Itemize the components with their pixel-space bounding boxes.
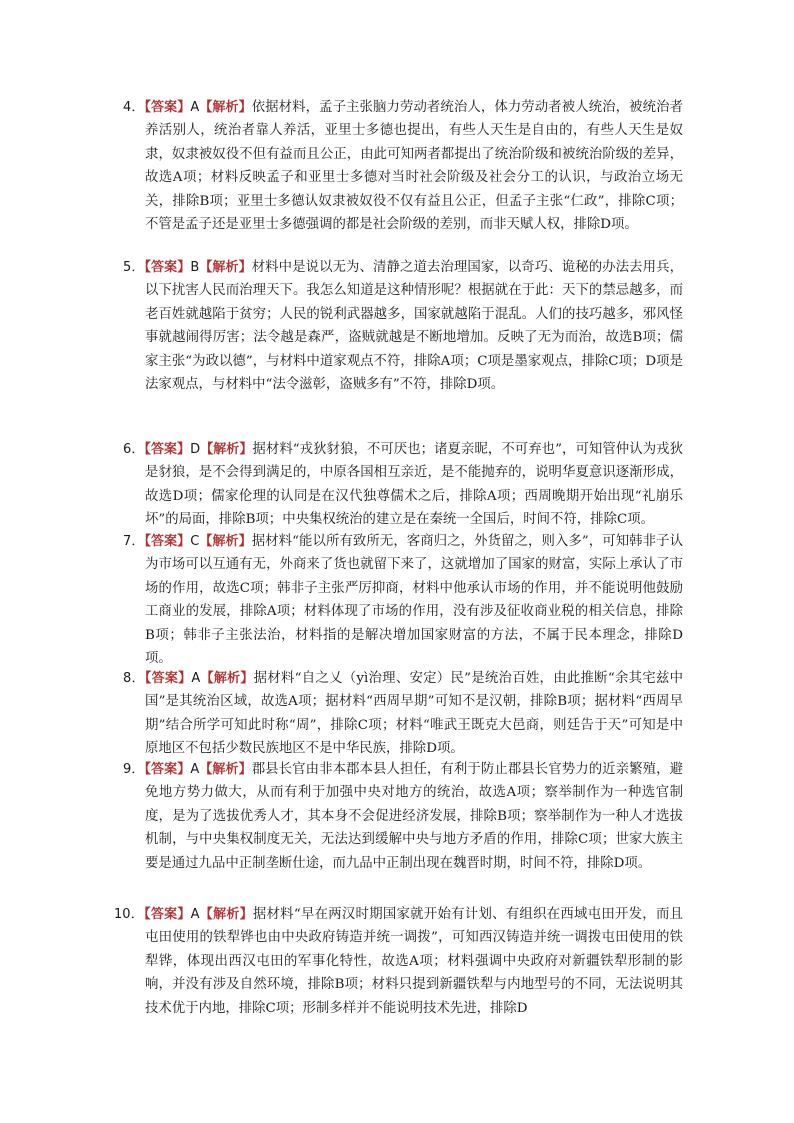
item-number: 7． bbox=[123, 534, 145, 549]
answer-tag: 【答案】 bbox=[144, 907, 191, 922]
analysis-tag: 【解析】 bbox=[199, 100, 252, 115]
answer-tag: 【答案】 bbox=[144, 442, 191, 457]
answer-item-6 bbox=[123, 438, 683, 532]
answer-letter: C bbox=[190, 534, 200, 549]
answer-tag: 【答案】 bbox=[144, 534, 191, 549]
analysis-text: 郡县长官由非本郡本县人担任，有利于防止郡县长官势力的近亲繁殖，避免地方势力做大，从而有利于加强中央对地方的统治，故选A项；察举制作为一种选官制度，是为了选拔优秀人才，其本身不会促进经济发展，排除B项；察举制作为一种人才选拔机制，与中央集权制度无关，无法达到缓解中央与地方矛盾的作用，排除C项；世家大族主要是通过九品中正制垄断仕途，而九品中正制出现在魏晋时期，时间不符，排除D项。 bbox=[145, 762, 683, 871]
analysis-tag: 【解析】 bbox=[200, 671, 254, 686]
answer-letter: D bbox=[190, 442, 201, 457]
answer-item-8 bbox=[123, 667, 683, 761]
analysis-tag: 【解析】 bbox=[200, 442, 253, 457]
analysis-text: 据材料“能以所有致所无，客商归之，外货留之，则入多”，可知韩非子认为市场可以互通有无，外商来了货也就留下来了，这就增加了国家的财富，实际上承认了市场的作用，故选C项；韩非子主张严厉抑商，材料中他承认市场的作用，并不能说明他鼓励工商业的发展，排除A项；材料体现了市场的作用，没有涉及征收商业税的相关信息，排除B项；韩非子主张法治，材料指的是解决增加国家财富的方法，不属于民本理念，排除D项。 bbox=[145, 534, 683, 667]
analysis-text: 据材料“戎狄豺狼，不可厌也；诸夏亲昵，不可弃也”，可知管仲认为戎狄是豺狼，是不会得到满足的，中原各国相互亲近，是不能抛弃的，说明华夏意识逐渐形成，故选D项；儒家伦理的认同是在汉代独尊儒术之后，排除A项；西周晚期开始出现“礼崩乐坏”的局面，排除B项；中央集权统治的建立是在秦统一全国后，时间不符，排除C项。 bbox=[145, 442, 683, 528]
analysis-tag: 【解析】 bbox=[199, 260, 252, 275]
analysis-text: 据材料“自之乂（yì治理、安定）民”是统治百姓，由此推断“余其宅兹中国”是其统治区域，故选A项；据材料“西周早期”可知不是汉朝，排除B项；据材料“西周早期”结合所学可知此时称“周”，排除C项；材料“唯武王既克大邑商，则廷告于天”可知是中原地区不包括少数民族地区不是中华民族，排除D项。 bbox=[145, 671, 683, 757]
answer-letter: A bbox=[191, 671, 201, 686]
analysis-text: 依据材料，孟子主张脑力劳动者统治人，体力劳动者被人统治，被统治者养活别人，统治者靠人养活，亚里士多德也提出，有些人天生是自由的，有些人天生是奴隶，奴隶被奴役不但有益而且公正，由此可知两者都提出了统治阶级和被统治阶级的差异，故选A项；材料反映孟子和亚里士多德对当时社会阶级及社会分工的认识，与政治立场无关，排除B项；亚里士多德认奴隶被奴役不仅有益且公正，但孟子主张“仁政”，排除C项；不管是孟子还是亚里士多德强调的都是社会阶级的差别，而非天赋人权，排除D项。 bbox=[145, 100, 683, 233]
answer-tag: 【答案】 bbox=[144, 260, 191, 275]
analysis-tag: 【解析】 bbox=[199, 534, 252, 549]
answer-item-4 bbox=[123, 96, 683, 236]
answer-letter: A bbox=[190, 762, 200, 777]
answer-item-9 bbox=[123, 758, 683, 875]
item-number: 10． bbox=[114, 907, 145, 922]
item-number: 5． bbox=[123, 260, 145, 275]
analysis-text: 据材料“早在两汉时期国家就开始有计划、有组织在西域屯田开发，而且屯田使用的铁犁铧也由中央政府铸造并统一调拨”，可知西汉铸造并统一调拨屯田使用的铁犁铧，体现出西汉屯田的军事化特性，故选A项；材料强调中央政府对新疆铁犁形制的影响，并没有涉及自然环境，排除B项；材料只提到新疆铁犁与内地型号的不同，无法说明其技术优于内地，排除C项；形制多样并不能说明技术先进，排除D bbox=[145, 907, 683, 1016]
analysis-tag: 【解析】 bbox=[199, 907, 253, 922]
answer-item-5 bbox=[123, 256, 683, 396]
item-number: 6． bbox=[123, 442, 145, 457]
answer-letter: A bbox=[190, 100, 200, 115]
item-number: 8． bbox=[123, 671, 145, 686]
item-number: 4． bbox=[123, 100, 145, 115]
answer-item-10 bbox=[114, 903, 683, 1020]
answer-tag: 【答案】 bbox=[144, 100, 191, 115]
answer-letter: A bbox=[190, 907, 200, 922]
answer-item-7 bbox=[123, 530, 683, 670]
answer-tag: 【答案】 bbox=[144, 762, 191, 777]
analysis-text: 材料中是说以无为、清静之道去治理国家，以奇巧、诡秘的办法去用兵，以下扰害人民而治理天下。我怎么知道是这种情形呢？根据就在于此：天下的禁忌越多，而老百姓就越陷于贫穷；人民的锐利武器越多，国家就越陷于混乱。人们的技巧越多，邪风怪事就越闹得厉害；法令越是森严，盗贼就越是不断地增加。反映了无为而治，故选B项；儒家主张“为政以德”，与材料中道家观点不符，排除A项；C项是墨家观点，排除C项；D项是法家观点，与材料中“法令滋彰，盗贼多有”不符，排除D项。 bbox=[145, 260, 683, 393]
item-number: 9． bbox=[123, 762, 145, 777]
answer-tag: 【答案】 bbox=[144, 671, 192, 686]
analysis-tag: 【解析】 bbox=[199, 762, 252, 777]
answer-letter: B bbox=[190, 260, 200, 275]
